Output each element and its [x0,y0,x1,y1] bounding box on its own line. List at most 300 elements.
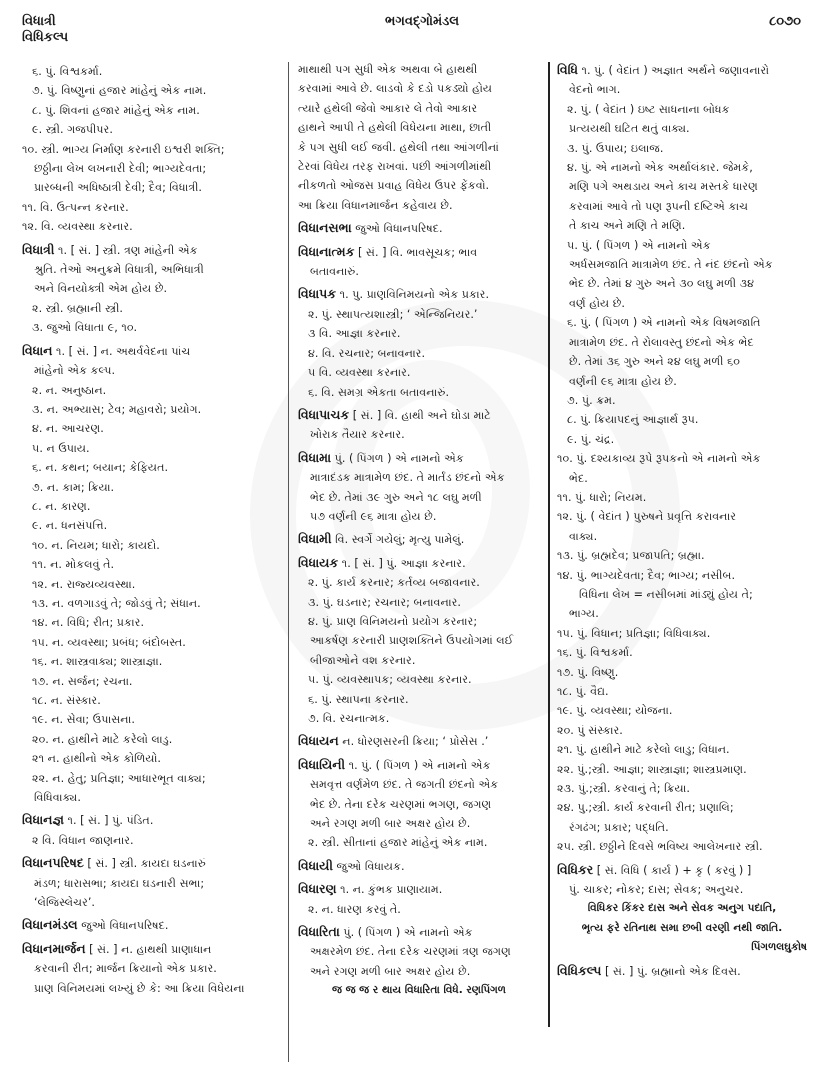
definition-line [298,262,540,281]
definition-text: ૧૪. પું. ભાગ્યદેવતા; દૈવ; ભાગ્ય; નસીબ. [557,568,736,582]
entry-headword-line [22,810,280,830]
definition-text: ૩. જુઓ વિધાતા ૯, ૧૦. [32,321,138,335]
definition-text: ૪. પું. પ્રાણ વિનિમયનો પ્રયોગ કરનાર; [308,614,478,628]
definition-line [557,372,807,391]
entry-headword-line [298,242,540,262]
definition-text: મંડળ; ધારાસભા; કાયદા ઘડનારી સભા; [34,876,205,890]
column-divider-1 [288,62,289,1062]
definition-text: ૧. [ સં. ] પું. આજ્ઞા કરનાર. [338,556,466,570]
definition-line [298,651,540,670]
definition-text: ૧૬. પું. વિશ્વકર્મા. [557,646,633,660]
definition-line [22,516,280,535]
definition-line [557,837,807,856]
definition-text: ૨. ન. અનુષ્ઠાન. [32,383,107,397]
entry-headword-line [298,856,540,876]
definition-line [22,893,280,912]
definition-line [22,613,280,632]
definition-line [557,507,807,526]
definition-line [298,709,540,728]
definition-text: ૩. પું. ઉપાય; ઇલાજ. [567,141,664,155]
definition-text: ૪. પું. એ નામનો એક અર્થાલંકાર. જેમકે, [567,161,753,175]
definition-text: ૧. [ સં. ] સ્ત્રી. ત્રણ માંહેની એક [54,243,198,257]
definition-line [22,710,280,729]
definition-text: ૧. પું. ( પિંગળ ) એ નામનો એક [345,758,491,772]
definition-line [557,80,807,99]
definition-text: ૨૪. પુ.;સ્ત્રી. કાર્ય કરવાની રીત; પ્રણાલિ; [557,801,734,815]
headword: વિધાયી [298,857,333,873]
definition-line [557,430,807,449]
definition-line [22,81,280,100]
headword: વિધાન [22,342,53,358]
definition-line [298,138,540,157]
entry-headword-line [557,860,807,880]
definition-text: ૬. ન. કથન; બયાન; કેફિયત. [32,461,169,475]
definition-line [557,410,807,429]
definition-text: ૮. પું. ક્રિયાપદનું આજ્ઞાર્થ રૂપ. [567,413,699,427]
entry-headword-line [298,218,540,238]
entry-headword-line [298,529,540,549]
entry-headword-line [22,939,280,959]
definition-line [298,942,540,961]
definition-text: ભેદ. [569,471,588,485]
definition-line [22,400,280,419]
definition-line [298,690,540,709]
definition-text: ‘લેજિસ્લેચર’. [34,896,95,910]
definition-line [22,652,280,671]
definition-text: પિંગળલઘુકોષ [751,941,807,954]
definition-text: ૭. પું. વિષ્ણુનાં હજાર માંહેનું એક નામ. [32,84,207,98]
definition-line [557,643,807,662]
definition-text: ૧૩. ન. વળગાડવું તે; જોડવું તે; સંધાન. [32,596,201,610]
definition-line [557,488,807,507]
definition-line [22,62,280,81]
definition-text: પું. ( પિંગળ ) એ નામનો એક [331,451,464,465]
definition-text: જુઓ વિધાયક. [333,859,405,873]
definition-line [22,594,280,613]
definition-line [298,670,540,689]
headword: વિધાનસભા [298,220,352,236]
definition-line [557,352,807,371]
entry-headword-line [22,240,280,260]
definition-text: ૧. પું. ( વેદાંત ) અજ્ઞાત અર્થને જણાવનારો [577,64,769,77]
definition-line [557,663,807,682]
definition-text: વિધિકર કિંકર દાસ અને સેવક અનુગ પદાતિ, [587,902,777,915]
definition-line [298,814,540,833]
definition-text: છે. તેમાં ૩૬ ગુરુ અને ૨૪ લઘુ મળી ૬૦ [569,355,741,369]
definition-line [557,449,807,468]
dictionary-column-2 [298,60,540,1001]
definition-line [298,324,540,343]
definition-text: શ્રુતિ. તેઓ અનુક્રમે વિધાત્રી, અભિધાત્રી [34,263,204,277]
headword: વિધામા [298,449,332,465]
definition-line [22,633,280,652]
definition-line [22,672,280,691]
definition-line [22,749,280,768]
definition-text: અને વિનયોક્ત્રી એમ હોય છે. [34,282,168,296]
page-header [0,0,825,50]
entry-headword-line [298,922,540,942]
definition-line [298,573,540,592]
headword: વિધાયન [298,733,339,749]
entry-headword-line [22,853,280,873]
definition-line [298,833,540,852]
definition-line [298,488,540,507]
entry-headword-line [298,553,540,573]
definition-line [22,730,280,749]
definition-text: ૧. પુ. પ્રાણવિનિમયનો એક પ્રકાર. [336,288,490,302]
definition-line [22,959,280,978]
definition-line [298,344,540,363]
definition-line [22,691,280,710]
definition-text: પ્રત્યયથી ઘટિત થતું વાક્ય. [569,122,690,136]
entry-headword-line [22,915,280,935]
definition-line [557,236,807,255]
definition-text: ભેદ છે. તેમાં ૪ ગુરુ અને ૩૦ લઘુ મળી ૩૪ [569,277,755,291]
headword: વિધિકલ્પ [557,962,602,978]
definition-text: હાથને આપી તે હથેલી વિધેયના માથા, છાતી [298,121,492,135]
definition-line [22,874,280,893]
definition-text: ભેદ છે. તેના દરેક ચરણમાં ભગણ, જગણ [310,797,492,811]
guide-word-first: વિધાત્રી [22,14,56,29]
definition-line [298,118,540,137]
definition-text: [ સં. વિધિ ( કાર્ય ) + કૃ ( કરવું ) ] [593,863,752,877]
definition-text: જુઓ વિધાનપરિષદ. [351,222,443,236]
definition-line [557,177,807,196]
page-number: ૮૦૭૦ [769,14,801,29]
definition-line [298,612,540,631]
definition-text: ૧. [ સં. ] પું. પંડિત. [63,814,154,828]
definition-text: ૬. પું. વિશ્વકર્મા. [32,65,103,78]
definition-text: ૧૯. પું. વ્યવસ્થા; યોજના. [557,704,673,718]
definition-line [298,425,540,444]
definition-line [298,981,540,1000]
entry-headword-line [298,755,540,775]
definition-text: ૯. સ્ત્રી. ગજપીપર. [32,123,113,137]
definition-line [557,604,807,623]
dictionary-column-1 [22,62,280,998]
definition-text: ૧૬. ન. શાસ્ત્રવાક્ય; શાસ્ત્રાજ્ઞા. [32,655,163,669]
definition-text: ૨. પું. કાર્ય કરનાર; કર્તવ્ય બજાવનાર. [308,576,480,590]
entry-headword-line [298,879,540,899]
definition-text: ૧૫. પું. વિધાન; પ્રતિજ્ઞા; વિધિવાક્ય. [557,626,711,640]
definition-line [557,139,807,158]
definition-line [22,419,280,438]
definition-line [22,318,280,337]
definition-line [557,391,807,410]
definition-text: ૨૧. પું. હાથીને માટે કરેલો લાડુ; વિધાન. [557,743,730,757]
definition-line [298,631,540,650]
entry-headword-line [557,60,807,80]
definition-line [22,575,280,594]
definition-text: આ ક્રિયા વિધાનમાર્જન કહેવાય છે. [298,198,453,212]
definition-text: ૧૦. પું. દશ્યકાવ્ય રૂપે રૂપકનો એ નામનો એક [557,452,761,466]
definition-text: ૧૧. પું. ધારો; નિયમ. [557,490,647,504]
definition-text: ૧૨. પું. ( વેદાંત ) પુરુષને પ્રવૃત્તિ કરાવનાર [557,510,737,524]
definition-line [557,760,807,779]
headword: વિધાયિની [298,756,346,772]
definition-line [557,624,807,643]
headword: વિધામી [298,531,332,547]
definition-text: ૭. ન. કામ; ક્રિયા. [32,480,115,494]
definition-line [22,478,280,497]
definition-line [298,60,540,79]
definition-text: વિ. સ્વર્ગે ગયેલું; મૃત્યુ પામેલું. [331,533,465,547]
definition-line [22,458,280,477]
definition-text: ૪. ન. આચરણ. [32,422,104,436]
definition-text: કરવામાં આવે તો પણ રૂપની દષ્ટિએ કાચ [569,199,749,213]
definition-line [557,938,807,957]
definition-text: [ સં. ] પું. બ્રહ્માનો એક દિવસ. [601,964,741,978]
definition-line [298,593,540,612]
definition-line [557,527,807,546]
definition-text: મણિ પગે અથડાય અને કાચ મસ્તકે ધારણ [569,180,758,194]
headword: વિધાનમંડલ [22,917,78,933]
definition-text: ૨. સ્ત્રી. બ્રહ્માની સ્ત્રી. [32,301,123,315]
definition-text: માથાથી પગ સુધી એક અથવા બે હાથથી [298,63,478,76]
definition-line [298,775,540,794]
definition-line [22,279,280,298]
definition-line [557,197,807,216]
definition-line [298,468,540,487]
definition-text: કે પગ સુધી લઈ જવી. હથેલી તથા આંગળીનાં [298,140,499,154]
entry-headword-line [22,341,280,361]
definition-text: આકર્ષણ કરનારી પ્રાણશક્તિને ઉપયોગમાં લઈ [310,634,514,648]
column-divider-2 [548,62,550,1027]
definition-text: ભેદ છે. તેમાં ૩૯ ગુરુ અને ૧૮ લઘુ મળી [310,490,482,504]
definition-text: ૧૪. ન. વિધિ; રીત; પ્રકાર. [32,616,145,630]
definition-text: ૧૭. પું. વિષ્ણુ. [557,665,619,679]
entry-headword-line [298,405,540,425]
headword: વિધાયક [298,554,339,570]
definition-text: ૬. વિ. સમગ્ર એકતા બતાવનારું. [308,385,450,399]
definition-text: ૭. પું. ક્રમ. [567,393,616,407]
definition-text: ૧૯. ન. સેવા; ઉપાસના. [32,713,135,727]
guide-word-last: વિધિકલ્પ [22,30,69,45]
definition-text: બતાવનારું. [310,265,359,279]
definition-text: ભાગ્ય. [569,607,599,621]
definition-line [298,507,540,526]
definition-line [22,788,280,807]
headword: વિધિ [557,62,578,77]
definition-text: ૨૫. સ્ત્રી. છઠ્ઠીને દિવસે ભવિષ્ય આલેખનાર સ્ત્રી. [557,840,763,854]
definition-text: ૧૫. ન. વ્યવસ્થા; પ્રબંધ; બંદોબસ્ત. [32,635,186,649]
definition-text: ૫૭ વર્ણની ૯૬ માત્રા હોય છે. [310,509,437,523]
definition-text: ૮. ન. કારણ. [32,499,91,513]
definition-text: ૩. ન. અભ્યાસ; ટેવ; મહાવરો; પ્રયોગ. [32,402,202,416]
definition-text: અક્ષરમેળ છંદ. તેના દરેક ચરણમાં ત્રણ જગણ [310,945,511,959]
headword: વિધાનાત્મક [298,243,355,259]
entry-headword-line [298,731,540,751]
definition-line [22,101,280,120]
definition-line [557,294,807,313]
definition-text: કરવાની રીત; માર્જન ક્રિયાનો એક પ્રકાર. [34,962,217,976]
definition-line [557,158,807,177]
definition-text: ૬. પું. ( પિંગળ ) એ નામનો એક વિષમજાતિ [567,316,761,330]
definition-text: [ સં. ] વિ. ભાવસૂચક; ભાવ [354,245,478,259]
definition-line [22,299,280,318]
definition-line [298,795,540,814]
definition-text: ૨. સ્ત્રી. સીતાનાં હજાર માંહેનું એક નામ. [308,836,488,850]
headword: વિધાત્રી [22,241,55,257]
definition-text: ૯. ન. ધનસંપત્તિ. [32,519,108,533]
definition-text: ૧૧. વિ. ઉત્પન્ન કરનાર. [22,200,129,214]
definition-text: ૧૨. ન. રાજ્યવ્યવસ્થા. [32,577,136,591]
definition-text: વર્ણની ૯૬ માત્રા હોય છે. [569,374,677,388]
definition-text: ૧૧. ન. મોકલવું તે. [32,558,115,572]
definition-text: માંહેનો એક કલ્પ. [34,364,116,378]
definition-line [22,439,280,458]
headword: વિધારિતા [298,924,340,940]
definition-line [298,176,540,195]
definition-text: રંગઢંગ; પ્રકાર; પદ્ધતિ. [569,820,669,834]
definition-text: કરવામાં આવે છે. લાડવો કે દડો પકડ્યો હોય [298,82,493,96]
definition-line [298,962,540,981]
definition-line [22,555,280,574]
definition-text: ૨. પું. સ્થાપત્યશાસ્ત્રી; ‘ એન્જિનિયર.’ [308,307,478,321]
definition-line [557,100,807,119]
definition-text: ૪. વિ. રચનાર; બનાવનાર. [308,346,426,360]
definition-line [298,900,540,919]
definition-line [22,120,280,139]
definition-line [557,818,807,837]
definition-line [557,701,807,720]
definition-text: ખોરાક તૈયાર કરનાર. [310,428,405,442]
definition-line [298,383,540,402]
definition-text: ૫ વિ. વ્યવસ્થા કરનાર. [308,366,411,380]
definition-line [298,305,540,324]
definition-line [298,196,540,215]
definition-text: અર્ધસમજાતિ માત્રામેળ છંદ. તે નંદ છંદનો એક [569,258,773,272]
definition-text: પ્રારબ્ધની અધિષ્ઠાત્રી દેવી; દૈવ; વિધાત્રી. [34,181,202,195]
definition-line [557,899,807,918]
definition-text: ૯. પું. ચંદ્ર. [567,432,615,446]
headword: વિધાપક [298,286,337,302]
definition-text: [ સં. ] ન. હાથથી પ્રાણાધાન [85,942,212,956]
definition-text: ૧૦. સ્ત્રી. ભાગ્ય નિર્માણ કરનારી ઇશ્વરી શક્તિ; [22,142,225,156]
definition-line [22,361,280,380]
definition-line [557,880,807,899]
definition-text: [ સં. ] સ્ત્રી. કાયદા ઘડનારું [83,857,206,871]
definition-text: ભૃત્ય ફરે રતિનાથ સમા છબી વરણી નથી જાતિ. [581,921,783,934]
definition-line [557,798,807,817]
definition-text: ૩ વિ. આજ્ઞા કરનાર. [308,327,401,341]
definition-line [22,260,280,279]
definition-line [22,198,280,217]
definition-text: સમવૃત્ત વર્ણમેળ છંદ. તે જગતી છંદનો એક [310,778,499,792]
definition-line [298,157,540,176]
definition-text: ૨૩. પું.;સ્ત્રી. કરવાનું તે; ક્રિયા. [557,782,690,796]
definition-line [22,140,280,159]
definition-line [557,469,807,488]
definition-text: ૨૨. ન. હેતુ; પ્રતિજ્ઞા; આધારભૂત વાક્ય; [32,771,206,785]
definition-text: વિધિના લેખ = નસીબમાં માંડ્યું હોય તે; [579,587,753,601]
definition-text: ૭. વિ. રચનાત્મક. [308,712,390,725]
definition-line [22,536,280,555]
definition-text: ૧૮. ન. સંસ્કાર. [32,694,101,707]
definition-text: ૧૮. પું. વૈદ્ય. [557,685,609,698]
definition-line [557,255,807,274]
headword: વિધિકર [557,861,594,877]
definition-text: ૧૩. પું. બ્રહ્મદેવ; પ્રજાપતિ; બ્રહ્મા. [557,549,705,563]
definition-text: ૨. પું. ( વેદાંત ) ઇષ્ટ સાધનાના બોધક [567,102,730,116]
definition-text: ૫. પું. વ્યવસ્થાપક; વ્યવસ્થા કરનાર. [308,673,472,687]
definition-line [557,566,807,585]
definition-line [557,740,807,759]
definition-line [557,119,807,138]
definition-text: ૬. પું. સ્થાપના કરનાર. [308,692,409,706]
definition-text: ૮. પું. શિવનાં હજાર માંહેનું એક નામ. [32,103,200,117]
headword: વિધાનજ્ઞ [22,812,64,828]
definition-text: જ જ જ ર થાય વિધારિતા વિધે. રણપિંગળ [332,984,506,997]
definition-text: માત્રાદંડક માત્રામેળ છંદ. તે માર્તંડ છંદનો એક [310,471,505,485]
definition-text: પ્રાણ વિનિમયમાં લખ્યું છે કે: આ ક્રિયા વિધેયના [34,981,245,995]
entry-headword-line [298,284,540,304]
definition-line [22,178,280,197]
definition-text: વર્ણ હોય છે. [569,296,625,310]
publication-title: ભગવદ્ગોમંડલ [385,14,460,29]
definition-line [22,769,280,788]
definition-text: અને રગણ મળી બાર અક્ષર હોય છે. [310,964,471,978]
entry-headword-line [557,961,807,981]
definition-text: ટેરવાં વિધેય તરફ રાખવાં. પછી આંગળીમાંથી [298,160,492,174]
headword: વિધારણ [298,881,337,897]
definition-text: માત્રામેળ છંદ. તે રોલાવસ્તુ છંદનો એક ભેદ [569,335,754,349]
definition-line [557,682,807,701]
definition-line [22,381,280,400]
definition-text: ૧. ન. કુંભક પ્રાણાયામ. [336,883,443,897]
definition-text: ત્યારે હથેલી જેવો આકાર લે તેવો આકાર [298,101,478,115]
definition-text: પું. ચાકર; નોકર; દાસ; સેવક; અનુચર. [569,883,744,897]
definition-line [298,79,540,98]
entry-headword-line [298,448,540,468]
definition-line [298,363,540,382]
definition-text: ૨૨. પું.;સ્ત્રી. આજ્ઞા; શાસ્ત્રાજ્ઞા; શાસ્ત્રપ્રમાણ. [557,762,747,776]
definition-text: ૫. પું. ( પિંગળ ) એ નામનો એક [567,238,711,252]
definition-text: ૧. [ સં. ] ન. અથર્વવેદના પાંચ [52,344,191,358]
definition-line [557,721,807,740]
definition-text: તે કાચ અને મણિ તે મણિ. [569,219,686,233]
definition-line [557,313,807,332]
definition-text: છઠ્ઠીના લેખ લખનારી દેવી; ભાગ્યદેવતા; [34,162,207,176]
definition-text: બીજાઓને વશ કરનાર. [310,653,416,667]
definition-text: ૧૭. ન. સર્જન; રચના. [32,674,133,688]
definition-text: ૫. ન ઉપાય. [32,441,90,455]
headword: વિધાપાચક [298,406,350,422]
definition-text: ૧૨. વિ. વ્યવસ્થા કરનાર. [22,220,133,234]
dictionary-column-3 [557,60,807,981]
definition-text: ૧૦. ન. નિયમ; ધારો; કાયદો. [32,538,160,552]
definition-text: જુઓ વિધાનપરિષદ. [77,919,169,933]
definition-text: વિધિવાક્ય. [34,791,81,805]
definition-line [298,99,540,118]
definition-text: ન. ધોરણસરની ક્રિયા; ‘ પ્રોસેસ .’ [338,735,489,749]
definition-text: ૨૦. પું સંસ્કાર. [557,723,623,737]
definition-line [557,216,807,235]
definition-line [557,585,807,604]
definition-line [22,979,280,998]
definition-line [22,159,280,178]
definition-line [22,831,280,850]
definition-line [557,546,807,565]
definition-line [557,779,807,798]
definition-text: ૨૧ ન. હાથીનો એક કોળિયો. [32,752,161,766]
definition-line [557,274,807,293]
headword: વિધાનમાર્જન [22,940,86,956]
definition-text: [ સં. ] વિ. હાથી અને ઘોડા માટે [349,408,491,422]
definition-line [22,217,280,236]
definition-text: નીકળતો ઓજસ પ્રવાહ વિધેય ઉપર ફેંકવો. [298,179,490,193]
definition-text: અને રગણ મળી બાર અક્ષર હોય છે. [310,817,471,831]
